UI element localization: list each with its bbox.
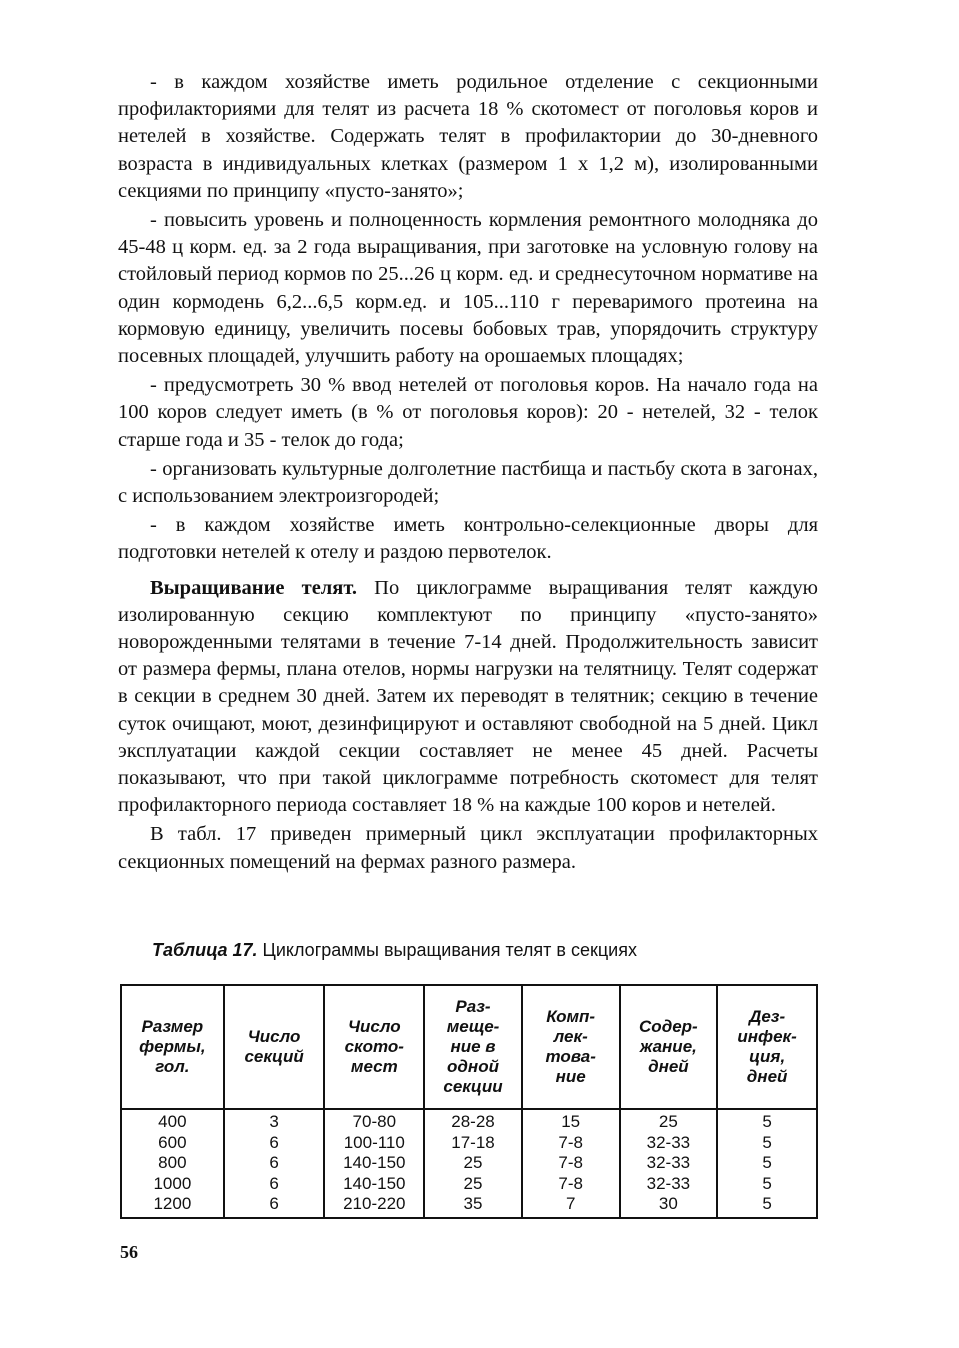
paragraph-heifers: - предусмотреть 30 % ввод нетелей от поголовья коров. На начало года на 100 коров следует иметь (в % от поголовья коров): 20 - нетелей, 32 - телок старше года и 35 - телок до года;	[118, 374, 818, 451]
section-text: По циклограмме выращивания телят каждую изолированную секцию комплектуют по принципу «пусто-занято» новорожденными телятами в течение 7-14 дней. Продолжительность зависит от размера фермы, плана отелов, нормы нагрузки на телятницу. Телят содержат в секции в среднем 30 дней. Затем их переводят в телятник; секцию в течение суток очищают, моют, дезинфицируют и оставляют свободной на 5 дней. Цикл эксплуатации каждой секции составляет не менее 45 дней. Расчеты показывают, что при такой циклограмме потребность скотомест для телят профилакторного периода составляет 18 % на каждые 100 коров и нетелей.	[118, 576, 818, 817]
table-cell: 32-33	[620, 1153, 718, 1174]
table-cell: 1000	[121, 1174, 224, 1195]
table-cell: 400	[121, 1109, 224, 1133]
section-heading: Выращивание телят.	[150, 576, 358, 599]
table-row	[121, 1174, 817, 1195]
table-header-line: дней	[746, 1067, 788, 1086]
table-header-row	[121, 985, 817, 1109]
table-header-line: секций	[244, 1047, 304, 1066]
table-cell: 1200	[121, 1194, 224, 1218]
table-header-line: Комп-	[546, 1007, 596, 1026]
table-row	[121, 1153, 817, 1174]
table-cell: 7	[522, 1194, 620, 1218]
table-header-line: Дез-	[749, 1007, 786, 1026]
table-header-line: Число	[247, 1027, 301, 1046]
table-header-line: инфек-	[737, 1027, 797, 1046]
table-cell: 17-18	[424, 1133, 522, 1154]
table-cell: 100-110	[324, 1133, 424, 1154]
table-header-line: фермы,	[139, 1037, 206, 1056]
table-cell: 5	[717, 1174, 817, 1195]
table-header-line: ското-	[344, 1037, 404, 1056]
table-cell: 25	[620, 1109, 718, 1133]
table-cell: 5	[717, 1153, 817, 1174]
table-cell: 25	[424, 1174, 522, 1195]
table-cell: 6	[224, 1133, 325, 1154]
table-cell: 7-8	[522, 1133, 620, 1154]
table-header-line: меще-	[446, 1017, 500, 1036]
table-cell: 5	[717, 1133, 817, 1154]
table-body	[121, 1109, 817, 1218]
table-header-line: мест	[350, 1057, 398, 1076]
table-header-cell	[620, 985, 718, 1109]
table-header-cell	[121, 985, 224, 1109]
table-header-line: Содер-	[639, 1017, 698, 1036]
table-cell: 800	[121, 1153, 224, 1174]
table-header-cell	[324, 985, 424, 1109]
table-cell: 140-150	[324, 1174, 424, 1195]
table-cell: 140-150	[324, 1153, 424, 1174]
table-header-cell	[717, 985, 817, 1109]
table-header-line: гол.	[155, 1057, 190, 1076]
body-text	[118, 69, 818, 876]
paragraph-feeding: - повысить уровень и полноценность кормления ремонтного молодняка до 45-48 ц корм. ед. за 2 года выращивания, при заготовке на условную голову на стойловый период кормов по 25...26 ц корм. ед. и среднесуточном нормативе на один кормодень 6,2...6,5 корм.ед. и 105...110 г переваримого протеина на кормовую единицу, увеличить посевы бобовых трав, упорядочить структуру посевных площадей, улучшить работу на орошаемых площадях;	[118, 209, 818, 368]
table-cell: 6	[224, 1194, 325, 1218]
table-header-cell	[522, 985, 620, 1109]
paragraph-selection-yards: - в каждом хозяйстве иметь контрольно-селекционные дворы для подготовки нетелей к отелу и раздою первотелок.	[118, 514, 818, 564]
table-cell: 25	[424, 1153, 522, 1174]
table-cell: 210-220	[324, 1194, 424, 1218]
table-header-line: Размер	[141, 1017, 204, 1036]
table-cell: 5	[717, 1194, 817, 1218]
table-cell: 7-8	[522, 1174, 620, 1195]
table-header-line: Раз-	[455, 997, 491, 1016]
table-cell: 600	[121, 1133, 224, 1154]
table-header-line: одной	[447, 1057, 499, 1076]
table-cell: 32-33	[620, 1174, 718, 1195]
table-header-line: жание,	[639, 1037, 697, 1056]
table-cell: 6	[224, 1153, 325, 1174]
paragraph-calf-raising	[118, 575, 818, 820]
table-header-cell	[424, 985, 522, 1109]
table-header-line: Число	[347, 1017, 401, 1036]
table-cell: 7-8	[522, 1153, 620, 1174]
table-cell: 6	[224, 1174, 325, 1195]
table-caption	[152, 938, 792, 962]
table-cell: 35	[424, 1194, 522, 1218]
table-row	[121, 1133, 817, 1154]
table-header-line: ние в	[450, 1037, 496, 1056]
table-row	[121, 1109, 817, 1133]
table-header-line: ция,	[749, 1047, 786, 1066]
table-row	[121, 1194, 817, 1218]
table-caption-text: Циклограммы выращивания телят в секциях	[257, 940, 637, 960]
table-header-line: секции	[443, 1077, 503, 1096]
table-cell: 32-33	[620, 1133, 718, 1154]
table-cell: 70-80	[324, 1109, 424, 1133]
table-header-line: лек-	[553, 1027, 588, 1046]
table-header-line: това-	[545, 1047, 596, 1066]
table-cell: 28-28	[424, 1109, 522, 1133]
table-caption-label: Таблица 17.	[152, 940, 258, 960]
page-number: 56	[120, 1242, 138, 1262]
cyclogram-table	[120, 984, 818, 1219]
table-header-cell	[224, 985, 325, 1109]
table-cell: 5	[717, 1109, 817, 1133]
paragraph-maternity: - в каждом хозяйстве иметь родильное отделение с секционными профилакториями для телят из расчета 18 % скотомест от поголовья коров и нетелей в хозяйстве. Содержать телят в профилактории до 30-дневного возраста в индивидуальных клетках (размером 1 х 1,2 м), изолированными секциями по принципу «пусто-занято»;	[118, 71, 818, 202]
paragraph-pastures: - организовать культурные долголетние пастбища и пастьбу скота в загонах, с использованием электроизгородей;	[118, 457, 818, 508]
table-cell: 30	[620, 1194, 718, 1218]
table-cell: 15	[522, 1109, 620, 1133]
table-header-line: ние	[555, 1067, 586, 1086]
table-header-line: дней	[648, 1057, 689, 1076]
table-cell: 3	[224, 1109, 325, 1133]
paragraph-table-intro: В табл. 17 приведен примерный цикл эксплуатации профилакторных секционных помещений на фермах разного размера.	[118, 823, 818, 873]
